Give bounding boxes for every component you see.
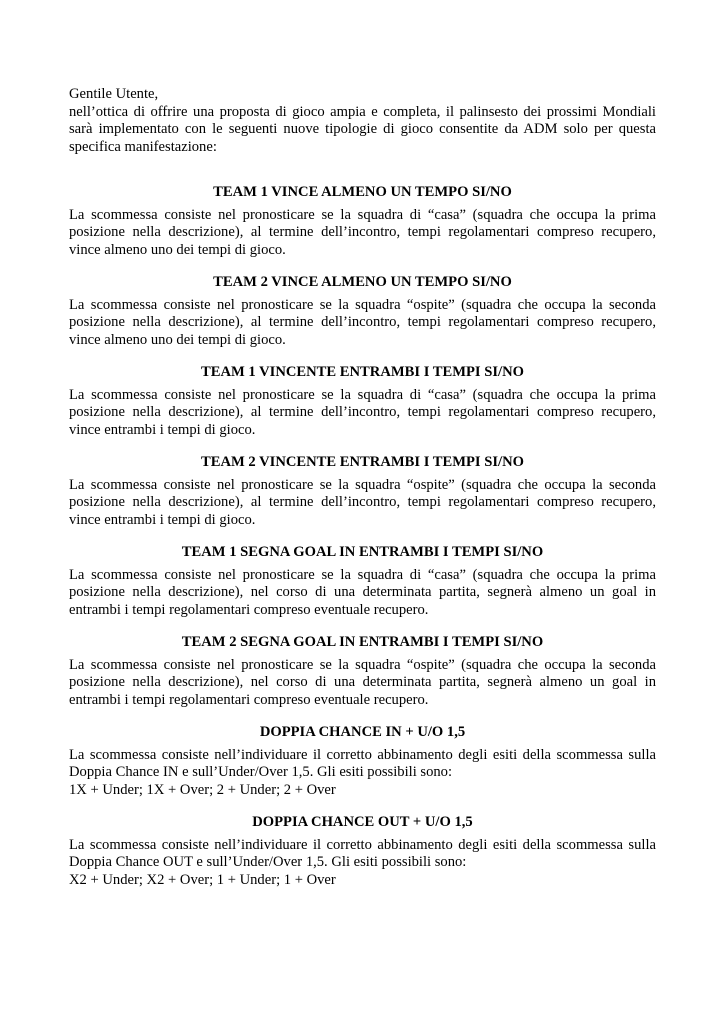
section-team2-vincente-entrambi-i-tempi [69, 454, 656, 529]
section-doppia-chance-out-uo [69, 814, 656, 889]
section-title: TEAM 1 VINCE ALMENO UN TEMPO SI/NO [213, 184, 512, 200]
section-team2-segna-goal-entrambi-i-tempi [69, 634, 656, 709]
intro-paragraph: nell’ottica di offrire una proposta di gioco ampia e completa, il palinsesto dei prossimi Mondiali sarà implementato con le seguenti nuove tipologie di gioco consentite da ADM solo per questa specifica manifestazione: [69, 103, 656, 155]
section-body: La scommessa consiste nel pronosticare se la squadra di “casa” (squadra che occupa la prima posizione nella descrizione), nel corso di una determinata partita, segnerà almeno un goal in entrambi i tempi regolamentari compreso eventuale recupero. [69, 566, 656, 618]
section-body: La scommessa consiste nel pronosticare se la squadra “ospite” (squadra che occupa la seconda posizione nella descrizione), al termine dell’incontro, tempi regolamentari compreso recupero, vince almeno uno dei tempi di gioco. [69, 296, 656, 348]
section-body: La scommessa consiste nel pronosticare se la squadra “ospite” (squadra che occupa la seconda posizione nella descrizione), al termine dell’incontro, tempi regolamentari compreso recupero, vince entrambi i tempi di gioco. [69, 476, 656, 528]
section-title: TEAM 2 SEGNA GOAL IN ENTRAMBI I TEMPI SI/NO [181, 634, 544, 650]
section-body: La scommessa consiste nel pronosticare se la squadra di “casa” (squadra che occupa la prima posizione nella descrizione), al termine dell’incontro, tempi regolamentari compreso recupero, vince entrambi i tempi di gioco. [69, 386, 656, 438]
section-body: La scommessa consiste nel pronosticare se la squadra di “casa” (squadra che occupa la prima posizione nella descrizione), al termine dell’incontro, tempi regolamentari compreso recupero, vince almeno uno dei tempi di gioco. [69, 206, 656, 258]
section-team2-vince-almeno-un-tempo [69, 274, 656, 349]
section-doppia-chance-in-uo [69, 724, 656, 799]
section-team1-vince-almeno-un-tempo [69, 184, 656, 259]
section-outcomes: X2 + Under; X2 + Over; 1 + Under; 1 + Over [69, 871, 336, 888]
document-page [69, 86, 656, 904]
section-team1-vincente-entrambi-i-tempi [69, 364, 656, 439]
section-body: La scommessa consiste nell’individuare il corretto abbinamento degli esiti della scommessa sulla Doppia Chance OUT e sull’Under/Over 1,5. Gli esiti possibili sono: [69, 836, 656, 870]
section-title: DOPPIA CHANCE IN + U/O 1,5 [259, 724, 466, 740]
section-title: TEAM 1 VINCENTE ENTRAMBI I TEMPI SI/NO [200, 364, 524, 380]
section-team1-segna-goal-entrambi-i-tempi [69, 544, 656, 619]
section-outcomes: 1X + Under; 1X + Over; 2 + Under; 2 + Over [69, 781, 336, 798]
section-title: DOPPIA CHANCE OUT + U/O 1,5 [252, 814, 473, 830]
section-title: TEAM 2 VINCE ALMENO UN TEMPO SI/NO [213, 274, 512, 290]
section-body: La scommessa consiste nell’individuare il corretto abbinamento degli esiti della scommessa sulla Doppia Chance IN e sull’Under/Over 1,5. Gli esiti possibili sono: [69, 746, 656, 780]
section-title: TEAM 1 SEGNA GOAL IN ENTRAMBI I TEMPI SI/NO [181, 544, 544, 560]
section-title: TEAM 2 VINCENTE ENTRAMBI I TEMPI SI/NO [200, 454, 524, 470]
intro-block [69, 86, 656, 156]
greeting: Gentile Utente, [69, 86, 159, 102]
section-body: La scommessa consiste nel pronosticare se la squadra “ospite” (squadra che occupa la seconda posizione nella descrizione), nel corso di una determinata partita, segnerà almeno un goal in entrambi i tempi regolamentari compreso eventuale recupero. [69, 656, 656, 708]
